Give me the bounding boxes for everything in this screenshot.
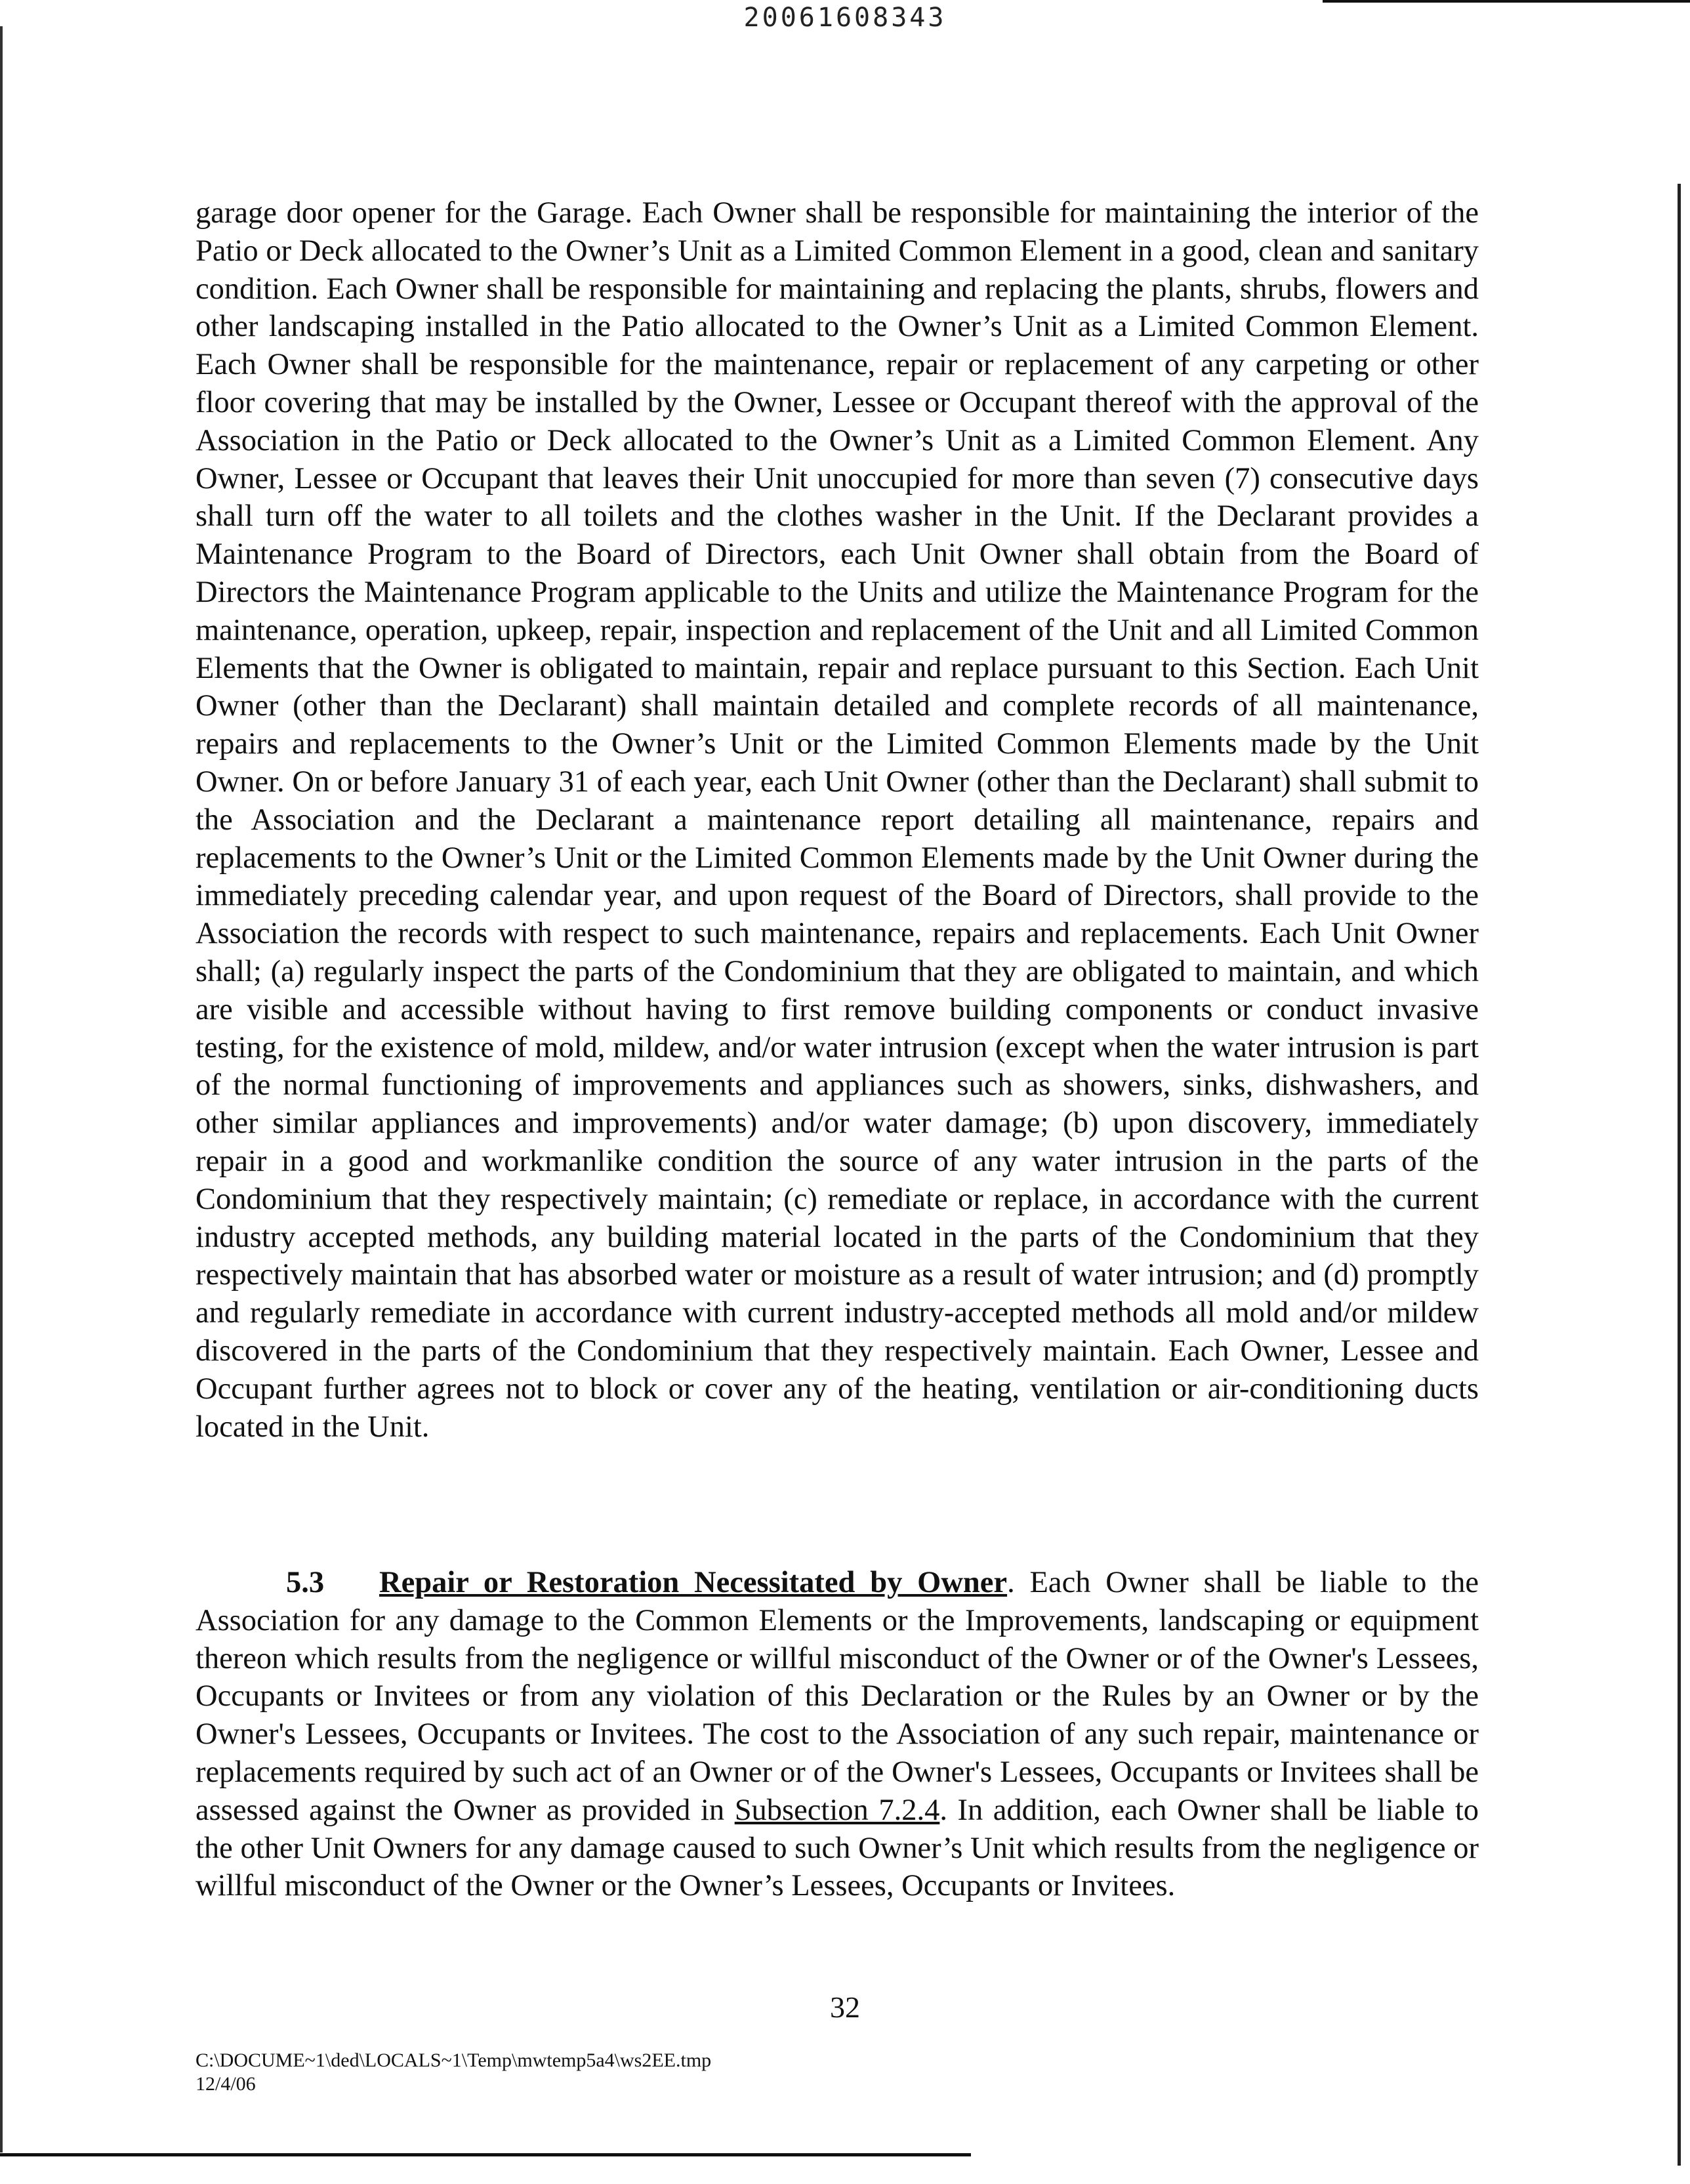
section-title-end: . — [1007, 1566, 1015, 1599]
section-title: Repair or Restoration Necessitated by Owner — [379, 1566, 1008, 1599]
body-paragraph: garage door opener for the Garage. Each Owner shall be responsible for maintaining the interior of the Patio or Deck allocated to the Owner’s Unit as a Limited Common Element in a good, clean and sanitary condition. Each Owner shall be responsible for maintaining and replacing the plants, shrubs, flowers and other landscaping installed in the Patio allocated to the Owner’s Unit as a Limited Common Element. Each Owner shall be responsible for the maintenance, repair or replacement of any carpeting or other floor covering that may be installed by the Owner, Lessee or Occupant thereof with the approval of the Association in the Patio or Deck allocated to the Owner’s Unit as a Limited Common Element. Any Owner, Lessee or Occupant that leaves their Unit unoccupied for more than seven (7) consecutive days shall turn off the water to all toilets and the clothes washer in the Unit. If the Declarant provides a Maintenance Program to the Board of Directors, each Unit Owner shall obtain from the Board of Directors the Maintenance Program applicable to the Units and utilize the Maintenance Program for the maintenance, operation, upkeep, repair, inspection and replacement of the Unit and all Limited Common Elements that the Owner is obligated to maintain, repair and replace pursuant to this Section. Each Unit Owner (other than the Declarant) shall maintain detailed and complete records of all maintenance, repairs and replacements to the Owner’s Unit or the Limited Common Elements made by the Unit Owner. On or before January 31 of each year, each Unit Owner (other than the Declarant) shall submit to the Association and the Declarant a maintenance report detailing all maintenance, repairs and replacements to the Owner’s Unit or the Limited Common Elements made by the Unit Owner during the immediately preceding calendar year, and upon request of the Board of Directors, shall provide to the Association the records with respect to such maintenance, repairs and replacements. Each Unit Owner shall; (a) regularly inspect the parts of the Condominium that they are obligated to maintain, and which are visible and accessible without having to first remove building components or conduct invasive testing, for the existence of mold, mildew, and/or water intrusion (except when the water intrusion is part of the normal functioning of improvements and appliances such as showers, sinks, dishwashers, and other similar appliances and improvements) and/or water damage; (b) upon discovery, immediately repair in a good and workmanlike condition the source of any water intrusion in the parts of the Condominium that they respectively maintain; (c) remediate or replace, in accordance with the current industry accepted methods, any building material located in the parts of the Condominium that they respectively maintain that has absorbed water or moisture as a result of water intrusion; and (d) promptly and regularly remediate in accordance with current industry-accepted methods all mold and/or mildew discovered in the parts of the Condominium that they respectively maintain. Each Owner, Lessee and Occupant further agrees not to block or cover any of the heating, ventilation or air-conditioning ducts located in the Unit. — [196, 196, 1479, 1444]
scan-left-edge — [0, 26, 3, 2152]
document-id: 20061608343 — [743, 3, 947, 33]
page-number: 32 — [830, 1990, 860, 2024]
section-text-part-2: . In addition, each Owner shall be liable to the other Unit Owners for any damage caused to such Owner’s Unit which results from the negligence or willful misconduct of the Owner or the Owner’s Lessees, Occupants or Invitees. — [196, 1793, 1479, 1903]
section-text-part-1: Each Owner shall be liable to the Association for any damage to the Common Elements or the Improvements, landscaping or equipment thereon which results from the negligence or willful misconduct of the Owner or of the Owner's Lessees, Occupants or Invitees or from any violation of this Declaration or the Rules by an Owner or by the Owner's Lessees, Occupants or Invitees. The cost to the Association of any such repair, maintenance or replacements required by such act of an Owner or of the Owner's Lessees, Occupants or Invitees shall be assessed against the Owner as provided in — [196, 1566, 1479, 1827]
subsection-reference: Subsection 7.2.4 — [734, 1793, 940, 1827]
footer-date: 12/4/06 — [196, 2073, 256, 2095]
section-5-3 — [196, 1564, 1479, 1905]
scan-right-edge — [1678, 184, 1681, 2166]
file-path: C:\DOCUME~1\ded\LOCALS~1\Temp\mwtemp5a4\ws2EE.tmp — [196, 2049, 712, 2071]
file-footer — [196, 2049, 711, 2096]
scan-bottom-rule — [0, 2153, 971, 2156]
section-number: 5.3 — [286, 1566, 325, 1599]
